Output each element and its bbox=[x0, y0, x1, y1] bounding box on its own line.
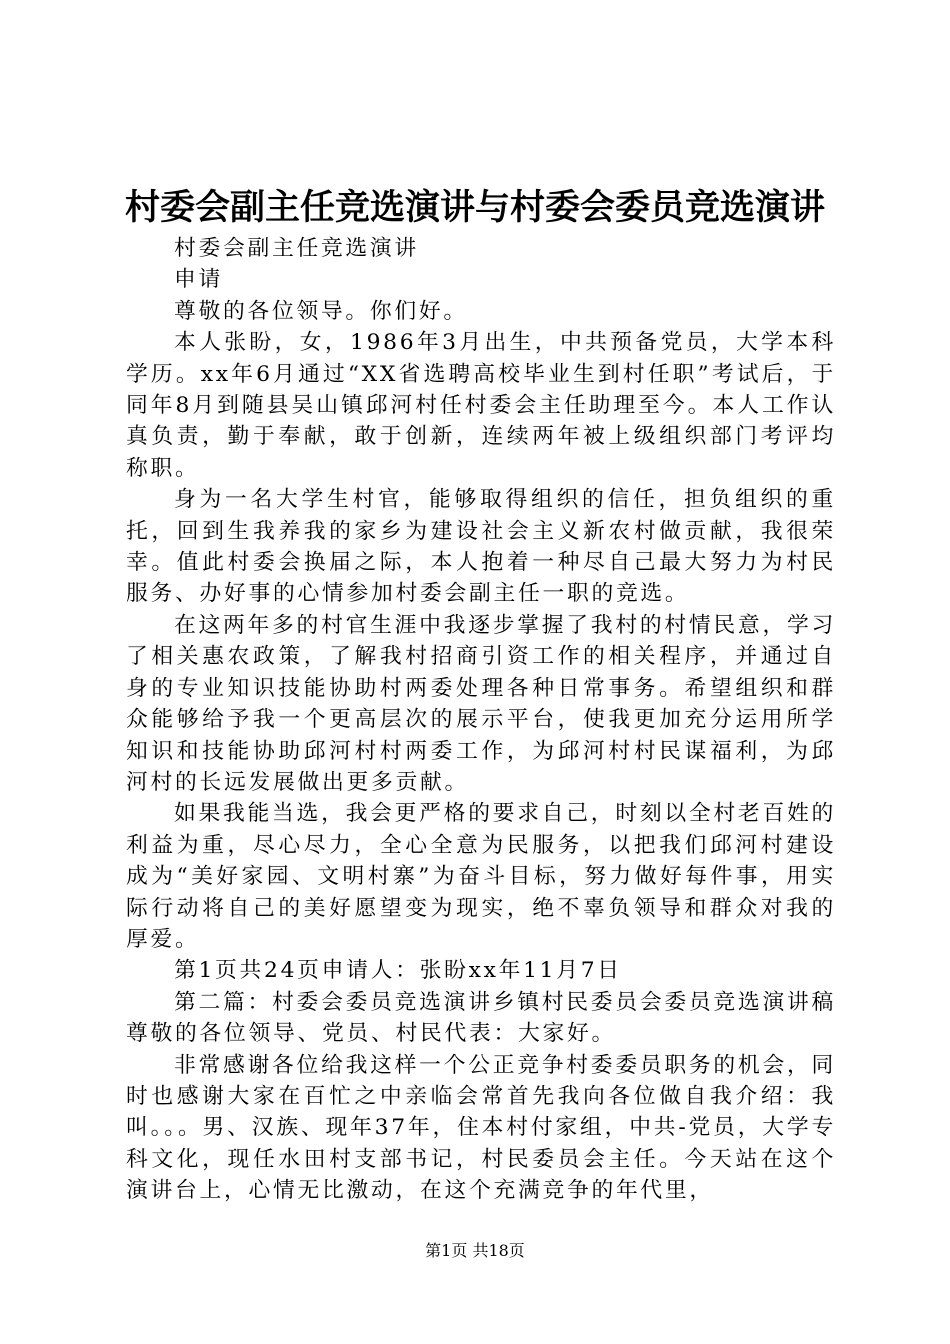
paragraph: 第二篇：村委会委员竞选演讲乡镇村民委员会委员竞选演讲稿尊敬的各位领导、党员、村民代表：大家好。 bbox=[126, 989, 836, 1047]
paragraph: 申请 bbox=[173, 267, 223, 293]
paragraph: 在这两年多的村官生涯中我逐步掌握了我村的村情民意，学习了相关惠农政策，了解我村招商引资工作的相关程序，并通过自身的专业知识技能协助村两委处理各种日常事务。希望组织和群众能够给予我一个更高层次的展示平台，使我更加充分运用所学知识和技能协助邱河村村两委工作，为邱河村村民谋福利，为邱河村的长远发展做出更多贡献。 bbox=[126, 612, 836, 795]
paragraph: 本人张盼，女，1986年3月出生，中共预备党员，大学本科学历。xx年6月通过“XX省选聘高校毕业生到村任职”考试后，于同年8月到随县吴山镇邱河村任村委会主任助理至今。本人工作认真负责，勤于奉献，敢于创新，连续两年被上级组织部门考评均称职。 bbox=[126, 330, 836, 481]
page-footer: 第1页 共18页 bbox=[425, 1241, 525, 1260]
paragraph: 身为一名大学生村官，能够取得组织的信任，担负组织的重托，回到生我养我的家乡为建设社会主义新农村做贡献，我很荣幸。值此村委会换届之际，本人抱着一种尽自己最大努力为村民服务、办好事的心情参加村委会副主任一职的竞选。 bbox=[126, 487, 836, 607]
document-title: 村委会副主任竞选演讲与村委会委员竞选演讲 bbox=[124, 187, 825, 228]
document-body bbox=[126, 233, 836, 1207]
paragraph: 第1页共24页申请人：张盼xx年11月7日 bbox=[173, 958, 622, 984]
paragraph: 非常感谢各位给我这样一个公正竞争村委委员职务的机会，同时也感谢大家在百忙之中亲临会常首先我向各位做自我介绍：我叫。。。男、汉族、现年37年，住本村付家组，中共-党员，大学专科文化，现任水田村支部书记，村民委员会主任。今天站在这个演讲台上，心情无比激动，在这个充满竞争的年代里， bbox=[126, 1052, 836, 1204]
paragraph: 村委会副主任竞选演讲 bbox=[173, 236, 419, 261]
paragraph: 如果我能当选，我会更严格的要求自己，时刻以全村老百姓的利益为重，尽心尽力，全心全意为民服务，以把我们邱河村建设成为“美好家园、文明村寨”为奋斗目标，努力做好每件事，用实际行动将自己的美好愿望变为现实，绝不辜负领导和群众对我的厚爱。 bbox=[126, 801, 836, 952]
paragraph: 尊敬的各位领导。你们好。 bbox=[173, 298, 468, 324]
